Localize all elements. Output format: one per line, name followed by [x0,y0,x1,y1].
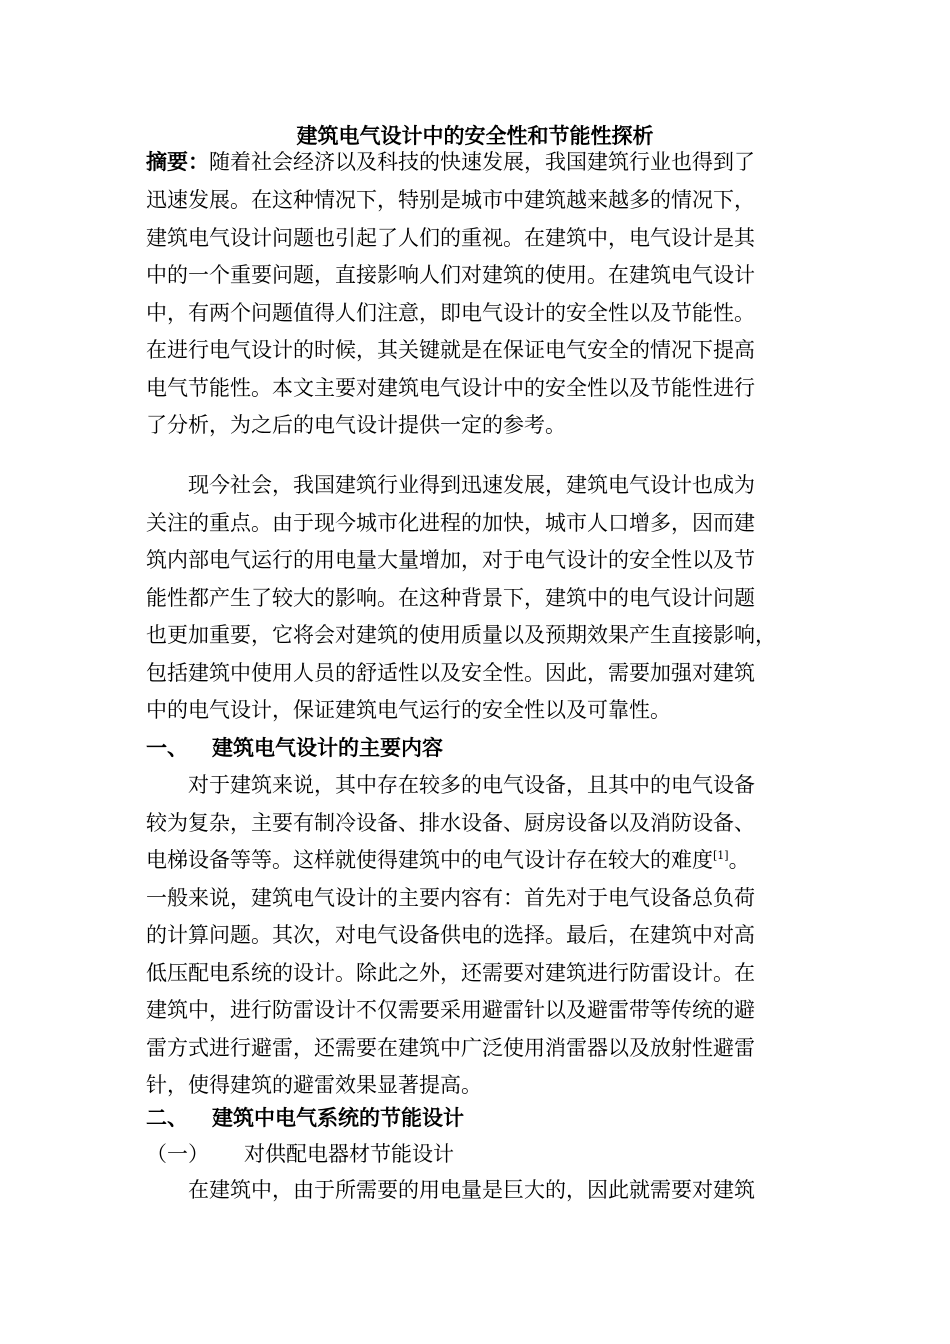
section-1-line: 的计算问题。其次，对电气设备供电的选择。最后，在建筑中对高 [146,923,755,947]
section-2-line: 在建筑中，由于所需要的用电量是巨大的，因此就需要对建筑 [188,1178,755,1202]
section-1-title: 建筑电气设计的主要内容 [212,736,443,760]
section-1-line: 一般来说，建筑电气设计的主要内容有：首先对于电气设备总负荷 [146,886,755,910]
intro-line: 筑内部电气运行的用电量大量增加，对于电气设计的安全性以及节 [146,548,755,572]
document-title: 建筑电气设计中的安全性和节能性探析 [296,124,654,148]
subsection-heading [146,1137,826,1171]
abstract-line: 了分析，为之后的电气设计提供一定的参考。 [146,413,566,437]
section-1-text-end: 。 [728,848,750,872]
section-1-line: 对于建筑来说，其中存在较多的电气设备，且其中的电气设备 [188,773,755,797]
intro-line: 关注的重点。由于现今城市化进程的加快，城市人口增多，因而建 [146,511,755,535]
abstract-text: 随着社会经济以及科技的快速发展，我国建筑行业也得到了 [209,150,755,174]
intro-line: 现今社会，我国建筑行业得到迅速发展，建筑电气设计也成为 [188,473,755,497]
section-2-title: 建筑中电气系统的节能设计 [212,1106,464,1130]
abstract-label: 摘要： [146,150,209,174]
abstract-line: 建筑电气设计问题也引起了人们的重视。在建筑中，电气设计是其 [146,226,755,250]
abstract-line: 迅速发展。在这种情况下，特别是城市中建筑越来越多的情况下， [146,188,755,212]
abstract-line-1 [146,145,826,179]
intro-line: 也更加重要，它将会对建筑的使用质量以及预期效果产生直接影响， [146,623,776,647]
section-1-number: 一、 [146,736,188,760]
section-1-heading [146,731,826,765]
abstract-line: 中，有两个问题值得人们注意，即电气设计的安全性以及节能性。 [146,301,755,325]
subsection-title: 对供配电器材节能设计 [244,1142,454,1166]
intro-line: 中的电气设计，保证建筑电气运行的安全性以及可靠性。 [146,698,671,722]
section-1-line [146,843,826,877]
section-1-line: 建筑中，进行防雷设计不仅需要采用避雷针以及避雷带等传统的避 [146,998,755,1022]
section-2-heading [146,1101,826,1135]
intro-line: 包括建筑中使用人员的舒适性以及安全性。因此，需要加强对建筑 [146,661,755,685]
intro-line: 能性都产生了较大的影响。在这种背景下，建筑中的电气设计问题 [146,586,755,610]
citation-ref: [1] [713,849,729,862]
abstract-line: 在进行电气设计的时候，其关键就是在保证电气安全的情况下提高 [146,338,755,362]
abstract-line: 中的一个重要问题，直接影响人们对建筑的使用。在建筑电气设计 [146,263,755,287]
section-1-line: 雷方式进行避雷，还需要在建筑中广泛使用消雷器以及放射性避雷 [146,1036,755,1060]
subsection-number: （一） [146,1142,209,1166]
section-1-text: 电梯设备等等。这样就使得建筑中的电气设计存在较大的难度 [146,848,713,872]
section-1-line: 较为复杂，主要有制冷设备、排水设备、厨房设备以及消防设备、 [146,811,755,835]
section-1-line: 低压配电系统的设计。除此之外，还需要对建筑进行防雷设计。在 [146,961,755,985]
abstract-line: 电气节能性。本文主要对建筑电气设计中的安全性以及节能性进行 [146,376,755,400]
section-1-line: 针，使得建筑的避雷效果显著提高。 [146,1073,482,1097]
section-2-number: 二、 [146,1106,188,1130]
